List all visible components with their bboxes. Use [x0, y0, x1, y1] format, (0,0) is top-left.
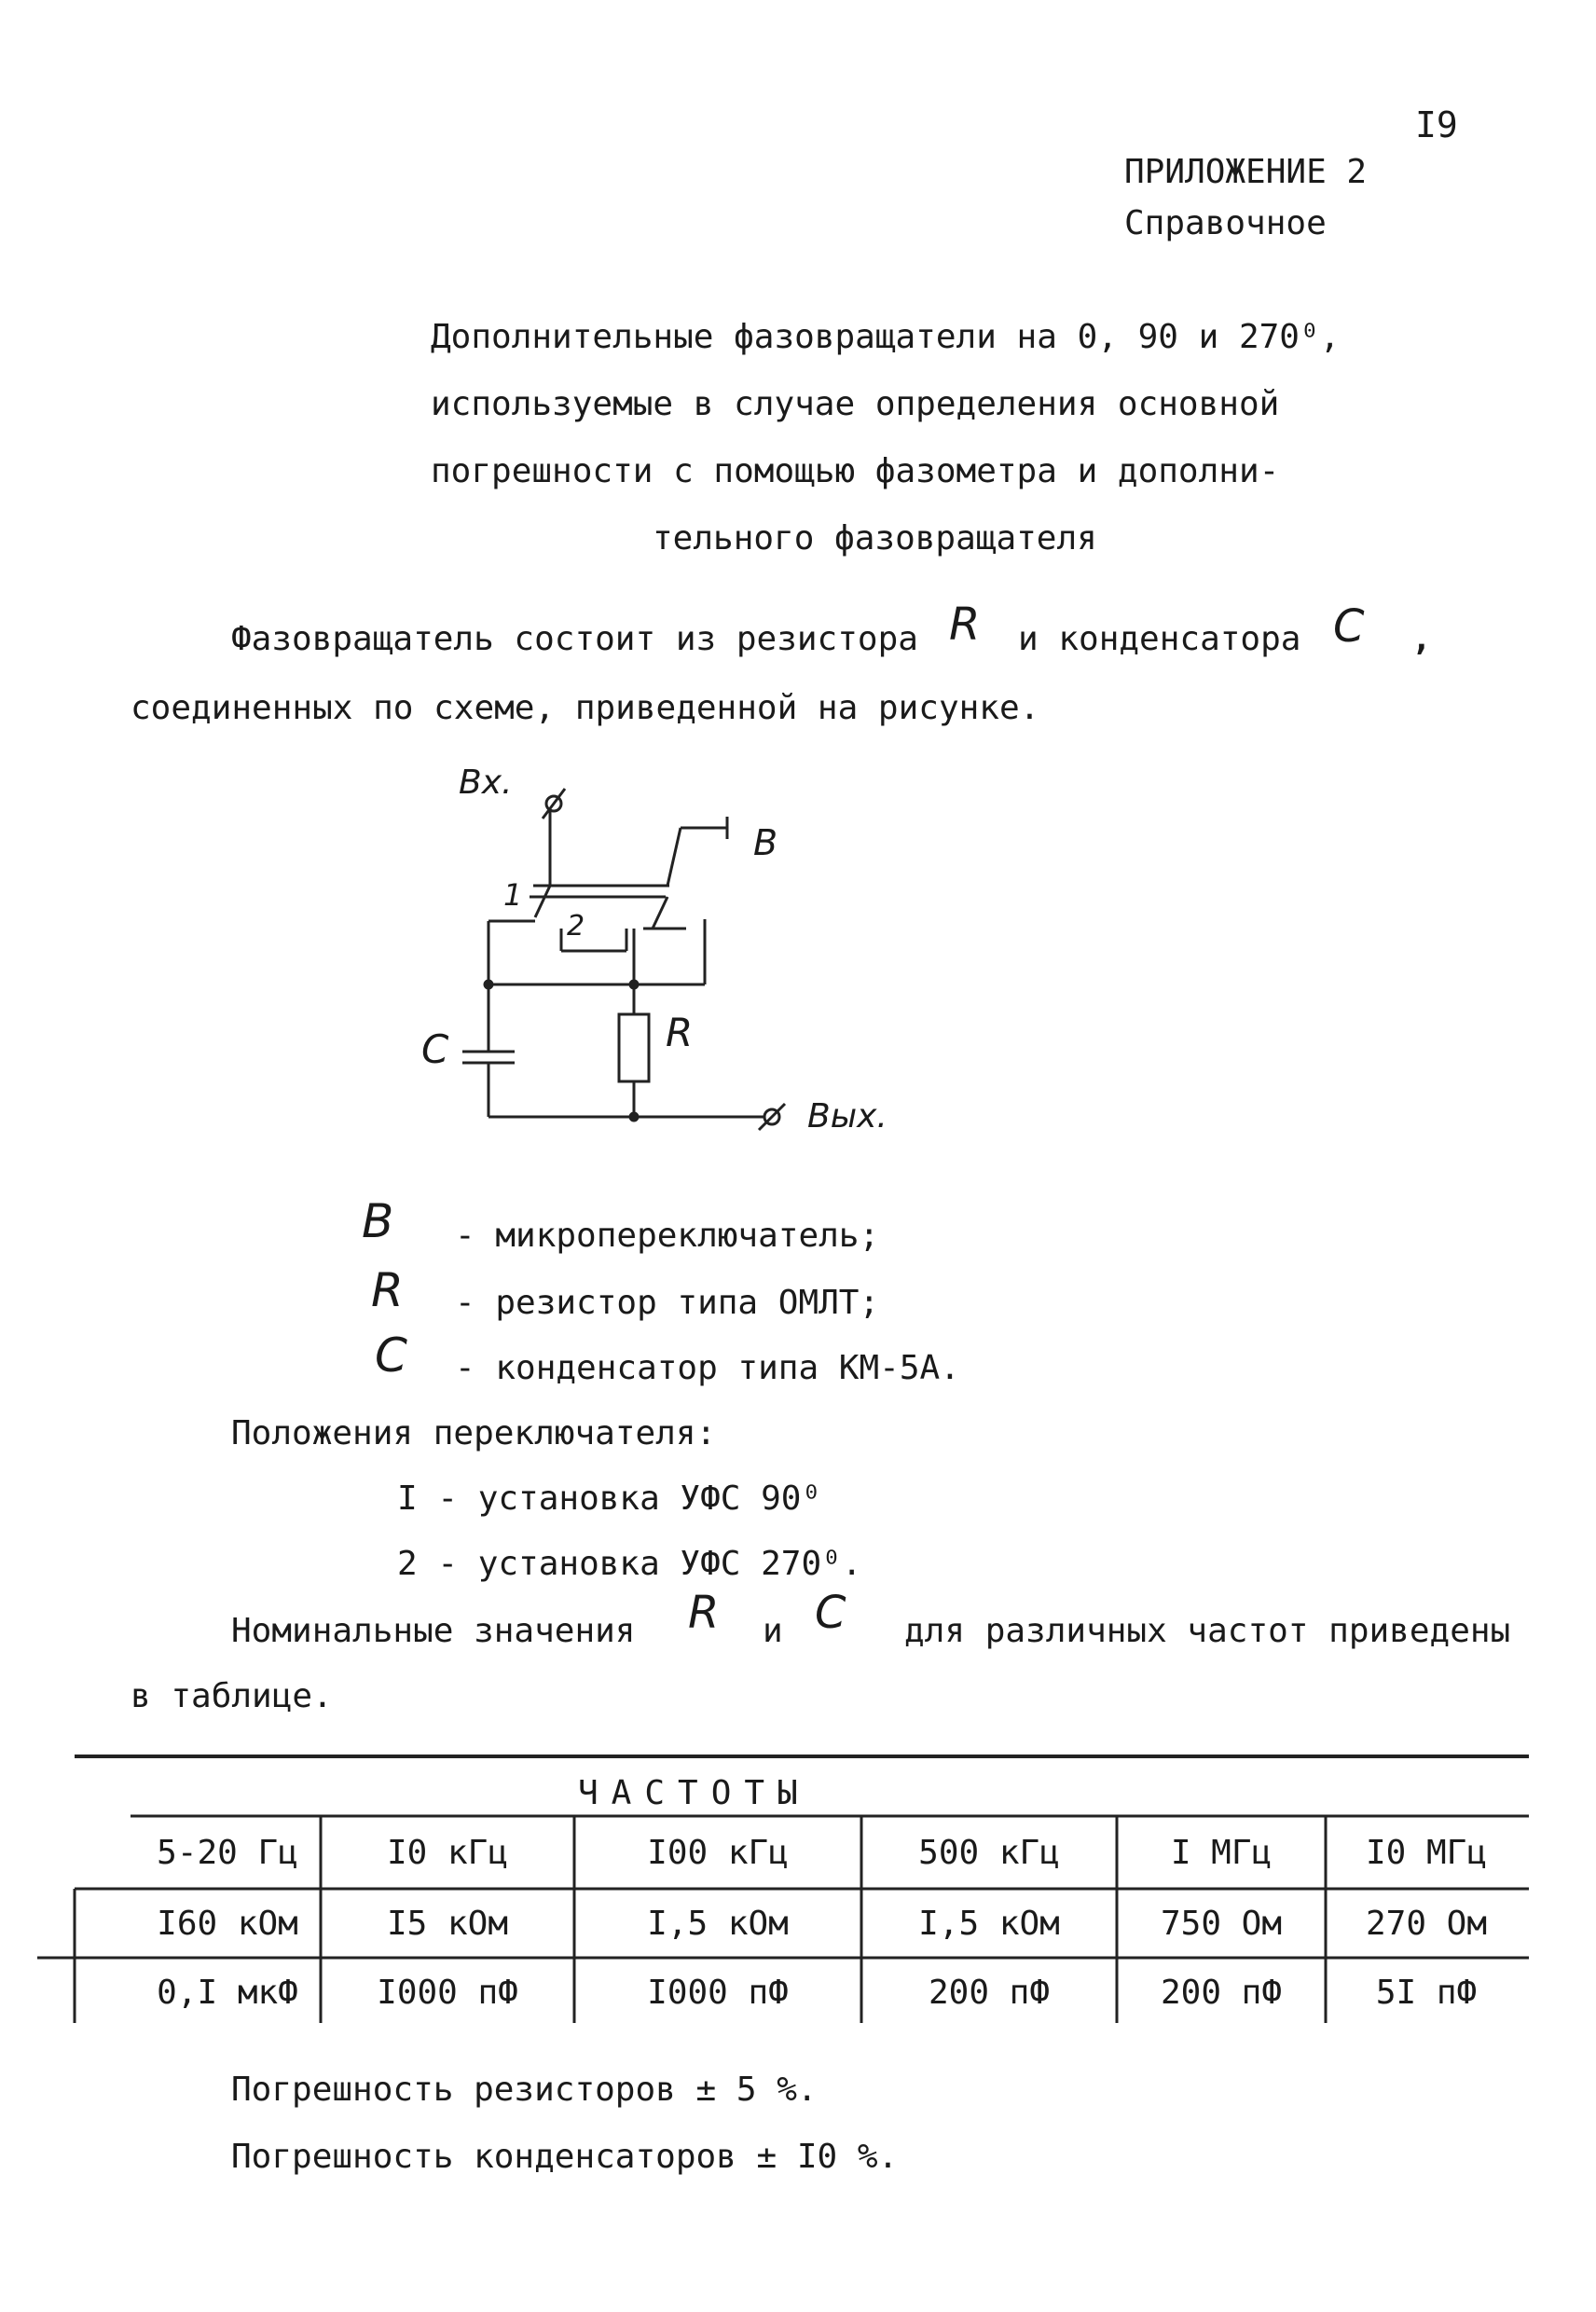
frequency-cell: I0 МГц	[1365, 1834, 1488, 1872]
diagram-pos2-label: 2	[567, 910, 585, 943]
capacitance-cell: I000 пФ	[377, 1974, 518, 2012]
intro-text-line2: соединенных по схеме, приведенной на рисунке.	[131, 689, 1040, 727]
nominal-text-line2: в таблице.	[131, 1677, 333, 1715]
frequency-cell: 500 кГц	[918, 1834, 1060, 1872]
nominal-text-part2: для различных частот приведены	[904, 1612, 1511, 1650]
legend-symbol-b: В	[362, 1194, 394, 1248]
legend-text-b: - микропереключатель;	[455, 1217, 880, 1255]
capacitance-cell: I000 пФ	[647, 1974, 789, 2012]
appendix-label: ПРИЛОЖЕНИЕ 2	[1124, 153, 1368, 191]
diagram-input-label: Вх.	[459, 764, 513, 802]
legend-symbol-c: C	[375, 1328, 407, 1383]
switch-positions-heading: Положения переключателя:	[231, 1414, 717, 1452]
intro-text-part2: и конденсатора	[1018, 620, 1301, 658]
switch-position-1: I - установка УФС 90⁰	[397, 1479, 822, 1518]
page-number: I9	[1415, 104, 1458, 145]
nominal-and: и	[763, 1612, 783, 1650]
capacitance-cell: 200 пФ	[928, 1974, 1051, 2012]
switch-position-2: 2 - установка УФС 270⁰.	[397, 1545, 862, 1583]
nominal-text-part1: Номинальные значения	[231, 1612, 636, 1650]
diagram-switch-label: В	[753, 822, 778, 863]
resistor-symbol: R	[949, 599, 981, 651]
capacitor-tolerance: Погрешность конденсаторов ± I0 %.	[231, 2138, 899, 2176]
title-line-4: тельного фазовращателя	[653, 519, 1097, 557]
resistance-cell: I5 кОм	[386, 1905, 509, 1943]
frequency-cell: I0 кГц	[386, 1834, 509, 1872]
resistance-cell: I,5 кОм	[918, 1905, 1060, 1943]
intro-comma: ,	[1411, 620, 1432, 658]
appendix-type: Справочное	[1124, 204, 1327, 242]
title-line-1: Дополнительные фазовращатели на 0, 90 и 270⁰,	[431, 318, 1341, 356]
nominal-symbol-c: C	[815, 1587, 846, 1639]
diagram-pos1-label: 1	[503, 877, 523, 913]
legend-text-c: - конденсатор типа КМ-5А.	[455, 1349, 960, 1387]
resistance-cell: 270 Ом	[1365, 1905, 1488, 1943]
resistance-cell: I,5 кОм	[647, 1905, 789, 1943]
intro-text-part1: Фазовращатель состоит из резистора	[231, 620, 918, 658]
title-line-2: используемые в случае определения основной	[431, 385, 1280, 423]
table-title: ЧАСТОТЫ	[578, 1774, 811, 1812]
diagram-output-label: Вых.	[807, 1097, 887, 1135]
capacitor-symbol: C	[1333, 600, 1365, 653]
legend-symbol-r: R	[371, 1263, 404, 1317]
legend-text-r: - резистор типа ОМЛТ;	[455, 1284, 880, 1322]
diagram-resistor-label: R	[666, 1010, 694, 1055]
frequency-cell: 5-20 Гц	[157, 1834, 298, 1872]
resistor-tolerance: Погрешность резисторов ± 5 %.	[231, 2071, 818, 2109]
diagram-capacitor-label: C	[421, 1026, 449, 1072]
frequency-cell: I00 кГц	[647, 1834, 789, 1872]
capacitance-cell: 5I пФ	[1375, 1974, 1478, 2012]
nominal-symbol-r: R	[688, 1587, 720, 1639]
capacitance-cell: 200 пФ	[1160, 1974, 1283, 2012]
frequency-cell: I МГц	[1170, 1834, 1273, 1872]
title-line-3: погрешности с помощью фазометра и дополни-	[431, 452, 1280, 490]
resistance-cell: I60 кОм	[157, 1905, 298, 1943]
capacitance-cell: 0,I мкФ	[157, 1974, 298, 2012]
resistance-cell: 750 Ом	[1160, 1905, 1283, 1943]
